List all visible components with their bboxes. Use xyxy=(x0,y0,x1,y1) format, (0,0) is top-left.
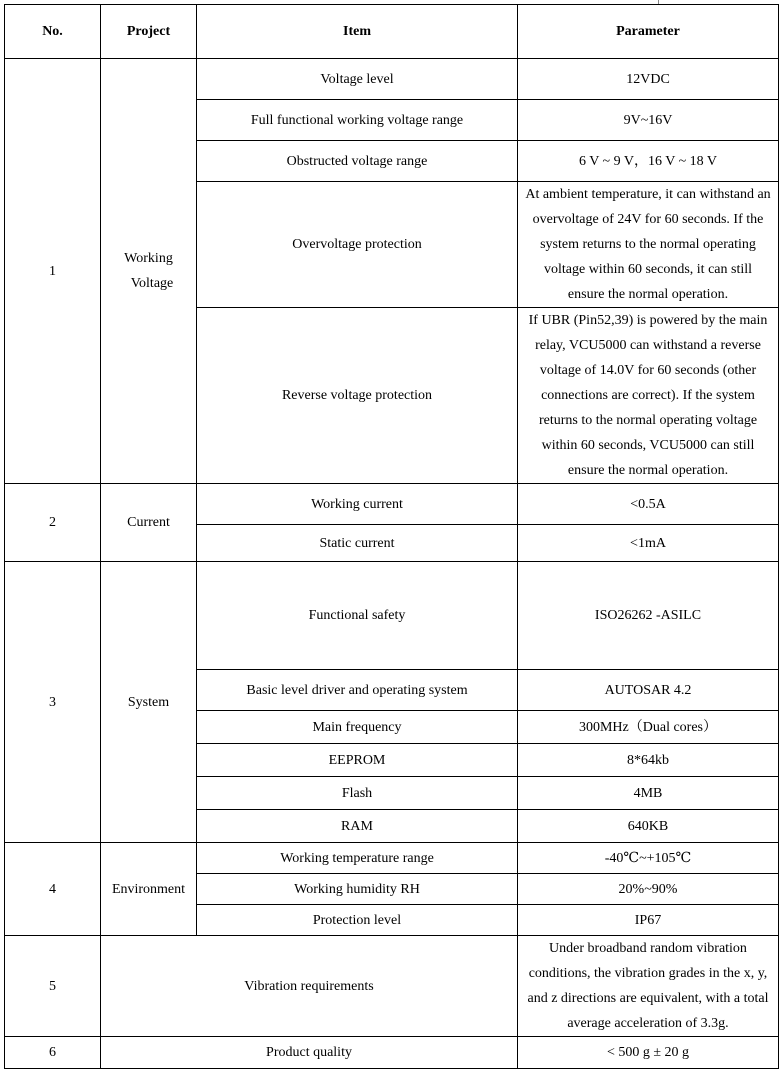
item-cell: Basic level driver and operating system xyxy=(197,670,518,711)
row-number: 1 xyxy=(5,59,101,484)
row-number: 3 xyxy=(5,562,101,843)
table-row xyxy=(5,562,779,670)
item-cell: Vibration requirements xyxy=(101,936,518,1037)
item-cell: Main frequency xyxy=(197,711,518,744)
table-row xyxy=(5,843,779,874)
row-number: 2 xyxy=(5,484,101,562)
parameter-cell: Under broadband random vibration conditions, the vibration grades in the x, y, and z directions are equivalent, with a total average acceleration of 3.3g. xyxy=(518,936,779,1037)
item-cell: Flash xyxy=(197,777,518,810)
table-row xyxy=(5,484,779,525)
item-cell: Voltage level xyxy=(197,59,518,100)
parameter-cell: 20%~90% xyxy=(518,874,779,905)
item-cell: Product quality xyxy=(101,1037,518,1069)
item-cell: Working current xyxy=(197,484,518,525)
header-parameter: Parameter xyxy=(518,5,779,59)
row-number: 4 xyxy=(5,843,101,936)
parameter-cell: 6 V ~ 9 V，16 V ~ 18 V xyxy=(518,141,779,182)
item-cell: Working temperature range xyxy=(197,843,518,874)
item-cell: Reverse voltage protection xyxy=(197,308,518,484)
item-cell: Static current xyxy=(197,525,518,562)
header-no: No. xyxy=(5,5,101,59)
project-cell: Environment xyxy=(101,843,197,936)
project-cell: System xyxy=(101,562,197,843)
item-cell: Protection level xyxy=(197,905,518,936)
parameter-cell: AUTOSAR 4.2 xyxy=(518,670,779,711)
item-cell: Functional safety xyxy=(197,562,518,670)
parameter-cell: IP67 xyxy=(518,905,779,936)
parameter-cell: < 500 g ± 20 g xyxy=(518,1037,779,1069)
project-cell xyxy=(101,59,197,484)
item-cell: EEPROM xyxy=(197,744,518,777)
row-number: 6 xyxy=(5,1037,101,1069)
header-project: Project xyxy=(101,5,197,59)
parameter-cell: <0.5A xyxy=(518,484,779,525)
project-label-line1: Working xyxy=(124,251,173,266)
header-item: Item xyxy=(197,5,518,59)
project-label-line2: Voltage xyxy=(130,276,174,291)
parameter-cell: At ambient temperature, it can withstand an overvoltage of 24V for 60 seconds. If the system returns to the normal operating voltage within 60 seconds, it can still ensure the normal operation. xyxy=(518,182,779,308)
parameter-cell: <1mA xyxy=(518,525,779,562)
parameter-cell: 8*64kb xyxy=(518,744,779,777)
item-cell: Working humidity RH xyxy=(197,874,518,905)
parameter-cell: ISO26262 -ASILC xyxy=(518,562,779,670)
project-cell: Current xyxy=(101,484,197,562)
parameter-cell: 4MB xyxy=(518,777,779,810)
table-row xyxy=(5,1037,779,1069)
parameter-cell: 9V~16V xyxy=(518,100,779,141)
item-cell: Overvoltage protection xyxy=(197,182,518,308)
spec-table xyxy=(4,4,779,1069)
item-cell: Full functional working voltage range xyxy=(197,100,518,141)
item-cell: RAM xyxy=(197,810,518,843)
table-header-row xyxy=(5,5,779,59)
table-row xyxy=(5,59,779,100)
parameter-cell: 300MHz（Dual cores） xyxy=(518,711,779,744)
row-number: 5 xyxy=(5,936,101,1037)
parameter-cell: 12VDC xyxy=(518,59,779,100)
parameter-cell: 640KB xyxy=(518,810,779,843)
table-row xyxy=(5,936,779,1037)
item-cell: Obstructed voltage range xyxy=(197,141,518,182)
parameter-cell: If UBR (Pin52,39) is powered by the main relay, VCU5000 can withstand a reverse voltage of 14.0V for 60 seconds (other connections are correct). If the system returns to the normal operating voltage within 60 seconds, VCU5000 can still ensure the normal operation. xyxy=(518,308,779,484)
parameter-cell: -40℃~+105℃ xyxy=(518,843,779,874)
